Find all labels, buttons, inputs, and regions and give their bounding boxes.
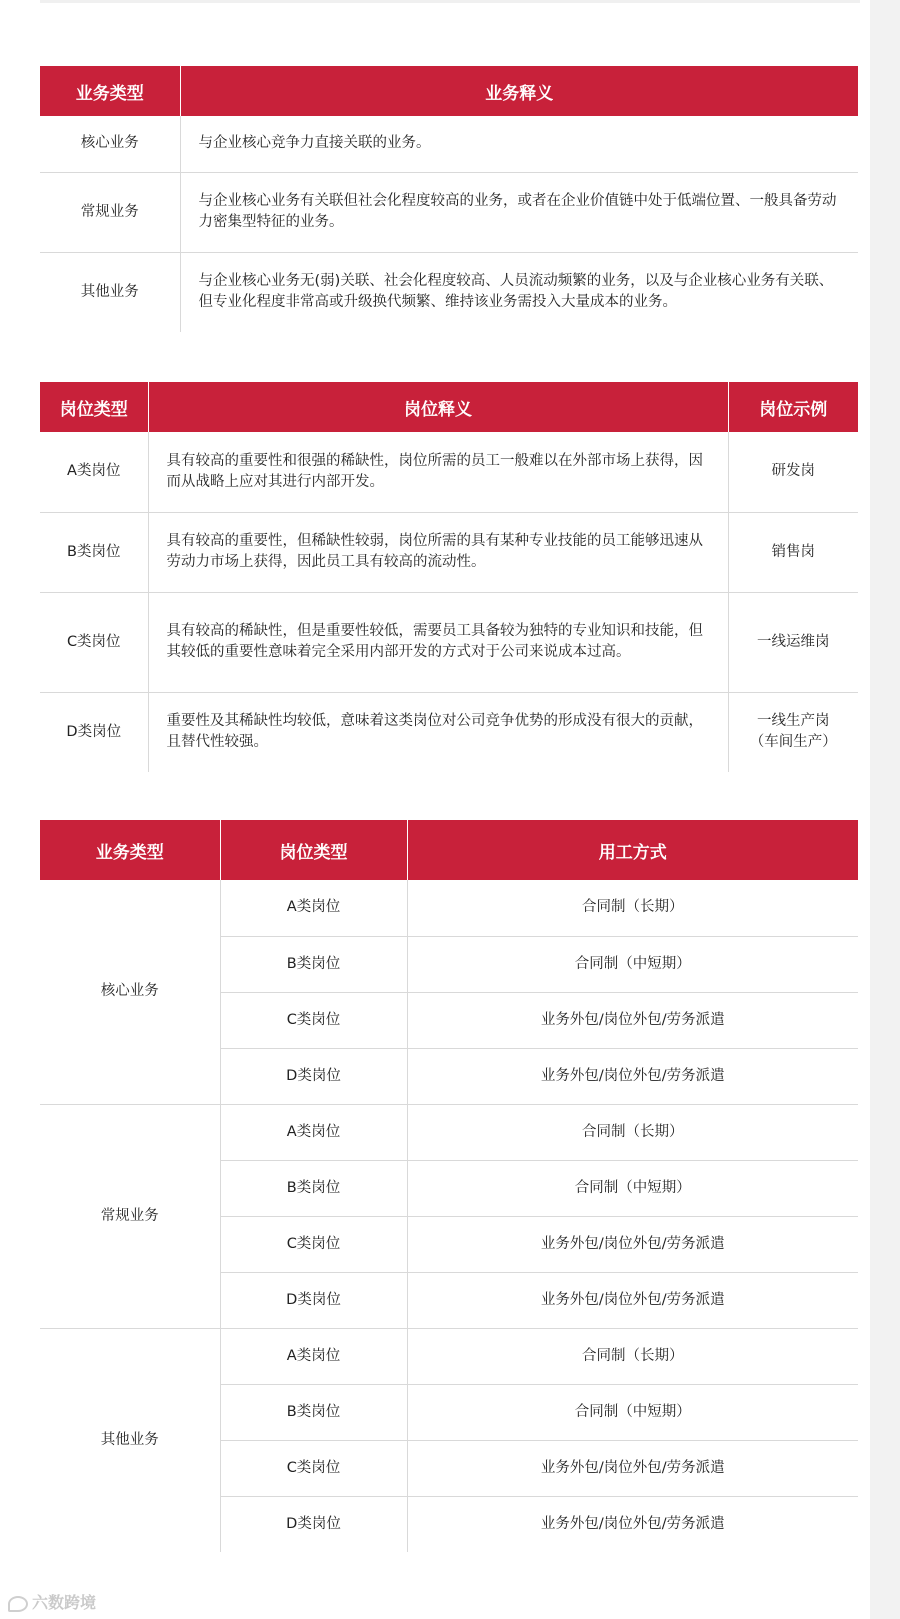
table-row	[40, 172, 858, 252]
employment-mode-cell: 业务外包/岗位外包/劳务派遣	[407, 992, 858, 1048]
column-header-post-type: 岗位类型	[220, 820, 407, 880]
employment-mode-cell: 合同制（中短期）	[407, 1384, 858, 1440]
column-header-post-definition: 岗位释义	[148, 382, 728, 432]
employment-mode-cell: 业务外包/岗位外包/劳务派遣	[407, 1216, 858, 1272]
post-type-cell: B类岗位	[220, 1384, 407, 1440]
table-row	[40, 252, 858, 332]
table-row	[40, 116, 858, 172]
top-divider	[40, 0, 860, 3]
table-header-row	[40, 66, 858, 116]
employment-mode-cell: 业务外包/岗位外包/劳务派遣	[407, 1440, 858, 1496]
post-type-cell: B类岗位	[40, 512, 148, 592]
table-row	[40, 880, 858, 936]
employment-mode-cell: 合同制（长期）	[407, 880, 858, 936]
employment-mode-cell: 合同制（中短期）	[407, 936, 858, 992]
employment-mode-cell: 合同制（中短期）	[407, 1160, 858, 1216]
table-header-row	[40, 382, 858, 432]
column-header-post-type: 岗位类型	[40, 382, 148, 432]
post-type-cell: B类岗位	[220, 936, 407, 992]
business-definition-cell: 与企业核心业务无(弱)关联、社会化程度较高、人员流动频繁的业务，以及与企业核心业务有关联、但专业化程度非常高或升级换代频繁、维持该业务需投入大量成本的业务。	[198, 273, 834, 311]
employment-mode-cell: 业务外包/岗位外包/劳务派遣	[540, 1515, 725, 1532]
table-row	[40, 592, 858, 692]
post-definition-cell: 具有较高的重要性，但稀缺性较弱，岗位所需的具有某种专业技能的员工能够迅速从劳动力市场上获得，因此员工具有较高的流动性。	[148, 512, 728, 592]
post-type-cell: C类岗位	[40, 592, 148, 692]
post-type-cell: D类岗位	[40, 692, 148, 772]
column-header-post-example: 岗位示例	[728, 382, 858, 432]
business-type-table	[40, 66, 858, 332]
business-definition-cell: 与企业核心竞争力直接关联的业务。	[180, 116, 858, 172]
watermark	[8, 1590, 96, 1613]
post-definition-cell: 具有较高的稀缺性，但是重要性较低，需要员工具备较为独特的专业知识和技能，但其较低的重要性意味着完全采用内部开发的方式对于公司来说成本过高。	[148, 592, 728, 692]
business-type-cell: 常规业务	[40, 172, 180, 252]
post-type-cell: A类岗位	[220, 1104, 407, 1160]
post-type-cell: A类岗位	[220, 1328, 407, 1384]
post-example-cell: 一线运维岗	[728, 592, 858, 692]
business-definition-cell: 与企业核心业务有关联但社会化程度较高的业务，或者在企业价值链中处于低端位置、一般具备劳动力密集型特征的业务。	[180, 172, 858, 252]
post-type-cell: C类岗位	[220, 1440, 407, 1496]
employment-mode-cell: 合同制（长期）	[407, 1328, 858, 1384]
post-type-cell: B类岗位	[220, 1160, 407, 1216]
table-header-row	[40, 820, 858, 880]
employment-mode-table	[40, 820, 858, 1552]
post-type-cell: C类岗位	[220, 992, 407, 1048]
business-group-cell: 其他业务	[40, 1328, 220, 1552]
post-type-cell: C类岗位	[220, 1216, 407, 1272]
post-definition-cell: 具有较高的重要性和很强的稀缺性，岗位所需的员工一般难以在外部市场上获得，因而从战略上应对其进行内部开发。	[148, 432, 728, 512]
post-type-cell: D类岗位	[220, 1272, 407, 1328]
column-header-business-definition: 业务释义	[180, 66, 858, 116]
post-type-cell: D类岗位	[220, 1496, 407, 1552]
business-type-cell: 核心业务	[40, 116, 180, 172]
post-example-cell: 销售岗	[728, 512, 858, 592]
table-row	[40, 1328, 858, 1384]
post-type-cell: A类岗位	[40, 432, 148, 512]
post-type-table	[40, 382, 858, 772]
employment-mode-cell: 业务外包/岗位外包/劳务派遣	[407, 1048, 858, 1104]
employment-mode-cell: 合同制（长期）	[407, 1104, 858, 1160]
post-type-cell: A类岗位	[220, 880, 407, 936]
watermark-text: 六数跨境	[32, 1593, 97, 1612]
post-definition-cell: 重要性及其稀缺性均较低，意味着这类岗位对公司竞争优势的形成没有很大的贡献，且替代性较强。	[148, 692, 728, 772]
table-row	[40, 512, 858, 592]
employment-mode-cell: 业务外包/岗位外包/劳务派遣	[407, 1272, 858, 1328]
business-group-cell: 常规业务	[40, 1104, 220, 1328]
table-row	[40, 692, 858, 772]
post-type-cell: D类岗位	[220, 1048, 407, 1104]
post-example-cell: 研发岗	[728, 432, 858, 512]
business-type-cell: 其他业务	[40, 252, 180, 332]
column-header-business-type: 业务类型	[40, 66, 180, 116]
page-right-edge	[870, 0, 900, 1619]
business-group-cell: 核心业务	[40, 880, 220, 1104]
post-example-cell: 一线生产岗（车间生产）	[749, 713, 837, 751]
table-row	[40, 432, 858, 512]
column-header-business-type: 业务类型	[40, 820, 220, 880]
watermark-logo-icon	[8, 1596, 28, 1612]
table-row	[40, 1104, 858, 1160]
column-header-employment-mode: 用工方式	[407, 820, 858, 880]
